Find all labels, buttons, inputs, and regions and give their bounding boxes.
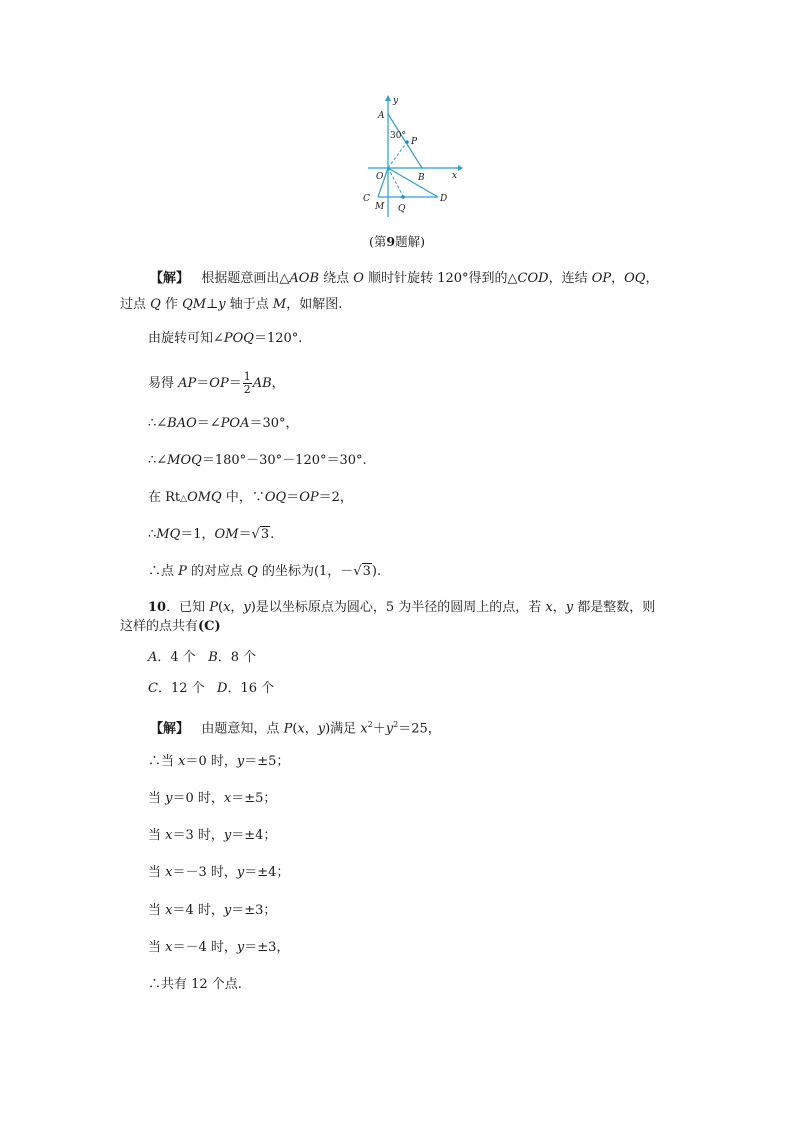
question-number: 10 — [148, 600, 167, 615]
label-p: P — [411, 137, 418, 147]
text: 当 — [148, 791, 166, 806]
text: OM — [214, 527, 239, 542]
text: . — [270, 527, 275, 542]
label-a: A — [378, 111, 385, 121]
text: 这样的点共有 — [120, 619, 199, 634]
text: 顺时针旋转 120°得到的△ — [363, 271, 518, 286]
text: ＝±4； — [244, 865, 290, 880]
text: y — [236, 865, 245, 880]
text: MQ — [156, 527, 181, 542]
q10-case-1 — [148, 753, 289, 771]
text: ＝∠ — [196, 416, 221, 431]
text: )满足 — [325, 721, 361, 737]
text: ( — [217, 600, 224, 615]
q10-case-2 — [148, 790, 276, 808]
text: 2 — [367, 720, 373, 729]
text: ∴点 — [148, 564, 179, 579]
text: ＝－4 时， — [172, 940, 237, 955]
text: x — [360, 721, 368, 737]
answer: (C) — [198, 619, 221, 634]
y-axis-arrow — [385, 95, 391, 101]
text: 当 — [148, 903, 166, 918]
text: AOB — [289, 271, 320, 286]
text: ∴当 — [148, 754, 179, 769]
text: x — [165, 828, 173, 843]
text: 由旋转可知∠ — [148, 331, 224, 346]
q9-conclusion — [148, 563, 381, 581]
text: ＝±5； — [244, 754, 290, 769]
text: x — [297, 721, 305, 737]
text: ， — [271, 376, 285, 391]
q9-step-5 — [148, 489, 353, 508]
q9-step-4 — [148, 452, 367, 470]
q10-case-4 — [148, 864, 289, 882]
option-a-text: ．4 个 — [157, 650, 196, 665]
text: 过点 — [120, 297, 151, 312]
text: ＝±3， — [244, 940, 290, 955]
caption-close: 题解) — [395, 234, 425, 249]
text: 中，∵ — [221, 490, 265, 505]
text: ＝0 时， — [185, 754, 237, 769]
sqrt-radicand: 3 — [362, 564, 371, 579]
text: ＝3 时， — [172, 828, 224, 843]
point-q — [401, 195, 405, 199]
text: 根据题意画出△ — [201, 271, 290, 286]
text: 绕点 — [319, 271, 354, 286]
text: ， — [645, 271, 659, 286]
text: ＝180°－30°－120°＝30°. — [201, 453, 367, 468]
label-x: x — [452, 171, 458, 181]
text: ∴∠ — [148, 453, 168, 468]
text: OP — [209, 376, 229, 391]
text: 1 — [243, 370, 251, 383]
text: ＝ — [286, 490, 300, 505]
option-c-text: ．12 个 — [157, 681, 205, 696]
label-y: y — [393, 96, 399, 106]
text: 当 — [148, 865, 166, 880]
text: OMQ — [187, 490, 222, 505]
text: OQ — [264, 490, 287, 505]
option-c-letter: C — [148, 681, 158, 696]
q10-case-3 — [148, 827, 276, 845]
text: x — [165, 903, 173, 918]
text: 易得 — [148, 376, 179, 391]
text: ＝±3； — [231, 903, 277, 918]
text: ＝±5； — [231, 791, 277, 806]
text: AP — [178, 376, 197, 391]
text: ．已知 — [166, 600, 210, 615]
text: ＝30°， — [249, 416, 299, 431]
text: x — [178, 754, 186, 769]
text: ，连结 — [548, 271, 592, 286]
text: y — [165, 791, 173, 806]
fraction-one-half — [243, 371, 252, 396]
text: AB — [252, 376, 272, 391]
text: 2 — [393, 720, 399, 729]
option-d-letter: D — [217, 681, 228, 696]
text: POQ — [223, 331, 254, 346]
sqrt-symbol: √ — [251, 527, 260, 542]
text: QM — [182, 297, 207, 312]
text: ，如解图. — [286, 297, 343, 312]
text: )是以坐标原点为圆心，5 为半径的圆周上的点，若 — [250, 600, 546, 615]
caption-number: 9 — [386, 234, 396, 249]
text: ， — [230, 600, 244, 615]
text: ). — [371, 564, 382, 579]
text: MOQ — [167, 453, 202, 468]
text: ＝0 时， — [172, 791, 224, 806]
text: ＝25， — [398, 721, 441, 737]
option-b-text: ．8 个 — [217, 650, 257, 665]
text: Q — [150, 297, 161, 312]
text: OQ — [624, 271, 646, 286]
text: O — [353, 271, 364, 286]
option-a-letter: A — [148, 650, 158, 665]
q10-solution-line-1 — [150, 716, 441, 738]
text: 的坐标为(1，－ — [257, 564, 354, 579]
label-o: O — [376, 172, 384, 182]
text: ， — [552, 600, 566, 615]
text: 作 — [160, 297, 183, 312]
q9-solution-line-1 — [150, 270, 658, 288]
q9-step-1 — [148, 330, 302, 348]
label-d: D — [440, 194, 448, 204]
sqrt-radicand: 3 — [260, 527, 270, 542]
text: POA — [220, 416, 250, 431]
text: ＝－3 时， — [172, 865, 237, 880]
text: ＋ — [372, 721, 386, 737]
solution-label: 【解】 — [150, 721, 190, 737]
text: OP — [591, 271, 612, 286]
q10-case-5 — [148, 902, 276, 920]
text: ＝2， — [318, 490, 353, 505]
text: 当 — [148, 940, 166, 955]
text: P — [209, 600, 218, 615]
text: 由题意知，点 — [201, 721, 284, 737]
text: x — [223, 600, 231, 615]
q10-conclusion: ∴共有 12 个点. — [148, 977, 242, 992]
text: P — [178, 564, 187, 579]
text: ∴ — [148, 527, 157, 542]
text: ＝4 时， — [172, 903, 224, 918]
text: ＝1， — [180, 527, 215, 542]
coordinate-diagram — [358, 92, 468, 222]
text: 的对应点 — [186, 564, 248, 579]
text: P — [283, 721, 293, 737]
text: 2 — [243, 383, 251, 396]
text: OP — [299, 490, 319, 505]
text: y — [223, 903, 232, 918]
text: 当 — [148, 828, 166, 843]
caption-open: (第 — [369, 234, 387, 249]
text: ＝120°. — [253, 331, 303, 346]
text: y — [236, 940, 245, 955]
text: x — [223, 791, 232, 806]
text: y — [236, 754, 245, 769]
text: ( — [292, 721, 298, 737]
text: ＝±4； — [231, 828, 277, 843]
text: COD — [517, 271, 549, 286]
text: M — [272, 297, 287, 312]
text: x — [545, 600, 553, 615]
q10-case-6 — [148, 939, 289, 957]
q9-solution-line-2 — [120, 296, 342, 314]
q10-stem-line-2 — [120, 618, 221, 636]
option-b-letter: B — [208, 650, 218, 665]
text: 都是整数，则 — [573, 600, 656, 615]
q9-step-3 — [148, 415, 299, 433]
text: ＝ — [196, 376, 210, 391]
text: ＝ — [238, 527, 252, 542]
q10-stem-line-1 — [148, 599, 655, 617]
text: ， — [304, 721, 318, 737]
segment-op-dashed — [388, 142, 407, 168]
text: y — [243, 600, 251, 615]
text: y — [317, 721, 326, 737]
text: y — [218, 297, 226, 312]
text: x — [165, 865, 173, 880]
text: BAO — [167, 416, 197, 431]
sqrt-symbol: √ — [353, 564, 362, 579]
label-m: M — [375, 202, 385, 212]
q10-options-ab — [148, 649, 256, 667]
text: y — [385, 721, 394, 737]
text: ， — [611, 271, 625, 286]
text: ＝ — [228, 376, 242, 391]
q10-options-cd — [148, 680, 274, 698]
text: y — [223, 828, 232, 843]
x-axis-arrow — [458, 165, 463, 171]
solution-label: 【解】 — [150, 271, 190, 286]
label-angle-30: 30° — [390, 131, 406, 141]
geometry-figure — [358, 92, 468, 222]
text: Q — [247, 564, 258, 579]
text: ⊥ — [206, 297, 219, 312]
text: △ — [180, 494, 188, 504]
text: y — [565, 600, 574, 615]
text: 轴于点 — [225, 297, 273, 312]
q9-step-6 — [148, 526, 274, 544]
text: 在 Rt — [148, 490, 181, 505]
text: ∴∠ — [148, 416, 168, 431]
label-q: Q — [398, 204, 406, 214]
figure-caption — [0, 232, 794, 250]
label-b: B — [418, 173, 425, 183]
option-d-text: ．16 个 — [227, 681, 275, 696]
q9-step-2 — [148, 371, 285, 396]
label-c: C — [363, 194, 370, 204]
text: x — [165, 940, 173, 955]
